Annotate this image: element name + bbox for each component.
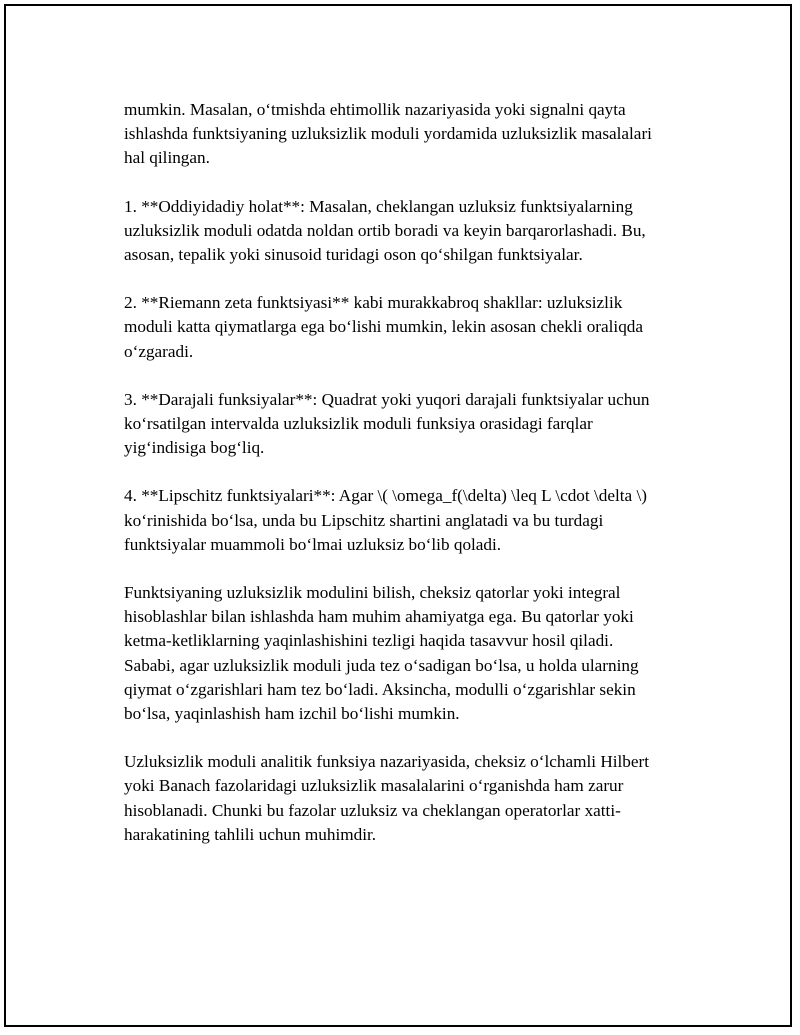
text-line: hisoblanadi. Chunki bu fazolar uzluksiz va cheklangan operatorlar xatti- [124, 800, 621, 820]
page-frame [4, 4, 792, 1027]
paragraph-item-3 [124, 388, 704, 461]
text-line: bo‘lsa, yaqinlashish ham izchil bo‘lishi mumkin. [124, 704, 460, 724]
text-line: qiymat o‘zgarishlari ham tez bo‘ladi. Aksincha, modulli o‘zgarishlar sekin [124, 679, 636, 699]
text-line: 4. **Lipschitz funktsiyalari**: Agar \( \omega_f(\delta) \leq L \cdot \delta \) [124, 486, 647, 506]
text-line: harakatining tahlili uchun muhimdir. [124, 824, 377, 844]
text-line: ko‘rsatilgan intervalda uzluksizlik moduli funksiya orasidagi farqlar [124, 414, 593, 434]
text-line: Sababi, agar uzluksizlik moduli juda tez o‘sadigan bo‘lsa, u holda ularning [124, 655, 639, 675]
text-line: o‘zgaradi. [124, 341, 194, 361]
paragraph-intro [124, 98, 704, 171]
text-line: ishlashda funktsiyaning uzluksizlik moduli yordamida uzluksizlik masalalari [124, 124, 652, 144]
text-line: mumkin. Masalan, o‘tmishda ehtimollik nazariyasida yoki signalni qayta [124, 100, 626, 119]
document-body [124, 98, 704, 871]
paragraph-item-1 [124, 195, 704, 268]
paragraph-item-4 [124, 484, 704, 557]
text-line: asosan, tepalik yoki sinusoid turidagi oson qo‘shilgan funktsiyalar. [124, 245, 583, 265]
text-line: 2. **Riemann zeta funktsiyasi** kabi murakkabroq shakllar: uzluksizlik [124, 293, 623, 313]
text-line: funktsiyalar muammoli bo‘lmai uzluksiz bo‘lib qoladi. [124, 534, 502, 554]
text-line: Funktsiyaning uzluksizlik modulini bilish, cheksiz qatorlar yoki integral [124, 583, 621, 603]
text-line: hal qilingan. [124, 148, 210, 168]
text-line: hisoblashlar bilan ishlashda ham muhim ahamiyatga ega. Bu qatorlar yoki [124, 607, 634, 627]
text-line: yig‘indisiga bog‘liq. [124, 438, 265, 458]
text-line: 3. **Darajali funksiyalar**: Quadrat yoki yuqori darajali funktsiyalar uchun [124, 389, 650, 409]
text-line: moduli katta qiymatlarga ega bo‘lishi mumkin, lekin asosan chekli oraliqda [124, 317, 644, 337]
text-line: ketma-ketliklarning yaqinlashishini tezligi haqida tasavvur hosil qiladi. [124, 631, 614, 651]
paragraph-item-2 [124, 291, 704, 364]
text-line: uzluksizlik moduli odatda noldan ortib boradi va keyin barqarorlashadi. Bu, [124, 220, 646, 240]
text-line: ko‘rinishida bo‘lsa, unda bu Lipschitz shartini anglatadi va bu turdagi [124, 510, 604, 530]
paragraph-convergence [124, 581, 704, 726]
text-line: 1. **Oddiyidadiy holat**: Masalan, cheklangan uzluksiz funktsiyalarning [124, 196, 633, 216]
text-line: Uzluksizlik moduli analitik funksiya nazariyasida, cheksiz o‘lchamli Hilbert [124, 752, 650, 772]
paragraph-hilbert-banach [124, 750, 704, 847]
text-line: yoki Banach fazolaridagi uzluksizlik masalalarini o‘rganishda ham zarur [124, 776, 624, 796]
